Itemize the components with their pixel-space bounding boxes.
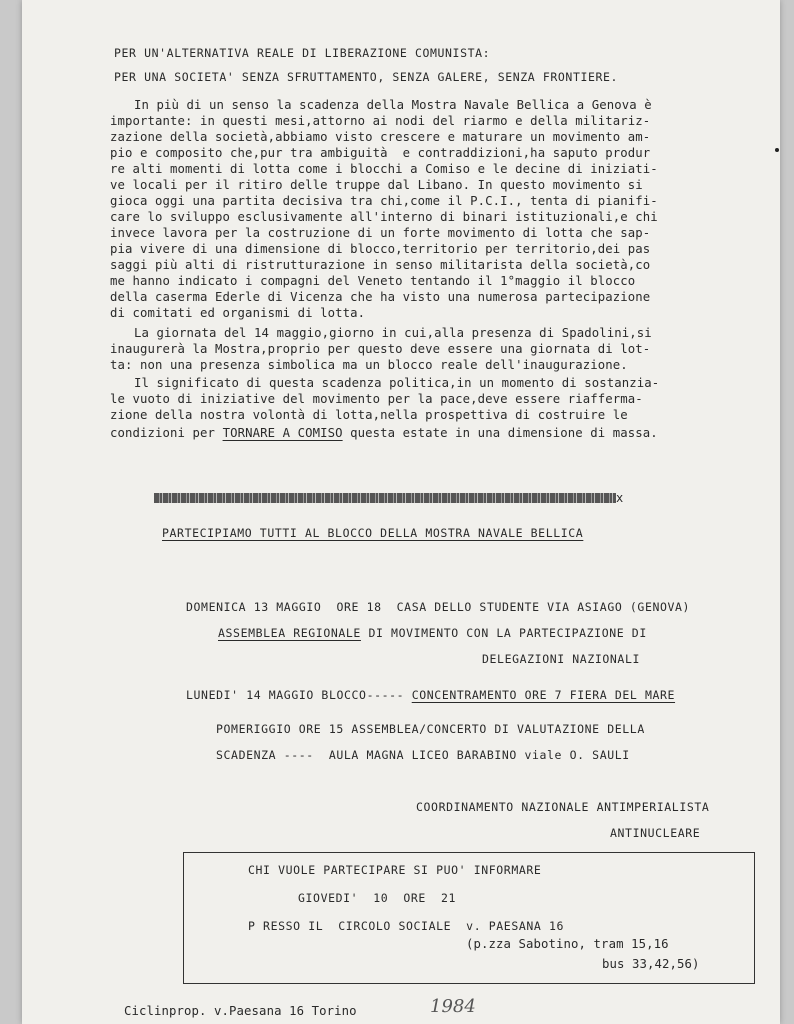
body-line: ta: non una presenza simbolica ma un blocco reale dell'inaugurazione. xyxy=(110,358,628,372)
event2-line1 xyxy=(186,688,675,702)
heading-line-2: PER UNA SOCIETA' SENZA SFRUTTAMENTO, SENZA GALERE, SENZA FRONTIERE. xyxy=(114,70,619,84)
info-line-5: bus 33,42,56) xyxy=(602,957,700,971)
body-line: ve locali per il ritiro delle truppe dal Libano. In questo movimento si xyxy=(110,178,643,192)
document-page xyxy=(22,0,780,1024)
body-line: della caserma Ederle di Vicenza che ha visto una numerosa partecipazione xyxy=(110,290,651,304)
info-line-2: GIOVEDI' 10 ORE 21 xyxy=(298,891,456,905)
body-line: le vuoto di iniziative del movimento per la pace,deve essere riafferma- xyxy=(110,392,643,406)
regional-assembly: ASSEMBLEA REGIONALE xyxy=(218,626,361,640)
event2-lead: LUNEDI' 14 MAGGIO BLOCCO----- xyxy=(186,688,412,702)
body-line: condizioni per xyxy=(110,426,223,440)
body-line: me hanno indicato i compagni del Veneto tentando il 1°maggio il blocco xyxy=(110,274,636,288)
heading-line-1: PER UN'ALTERNATIVA REALE DI LIBERAZIONE COMUNISTA: xyxy=(114,46,491,60)
info-box xyxy=(183,852,755,984)
info-line-1: CHI VUOLE PARTECIPARE SI PUO' INFORMARE xyxy=(248,863,542,877)
body-line: zazione della società,abbiamo visto crescere e maturare un movimento am- xyxy=(110,130,651,144)
body-line: Il significato di questa scadenza politica,in un momento di sostanzia- xyxy=(134,376,660,390)
body-line: In più di un senso la scadenza della Mostra Navale Bellica a Genova è xyxy=(134,98,652,112)
body-line: invece lavora per la costruzione di un forte movimento di lotta che sap- xyxy=(110,226,651,240)
body-line: di comitati ed organismi di lotta. xyxy=(110,306,366,320)
body-line: gioca oggi una partita decisiva tra chi,come il P.C.I., tenta di pianifi- xyxy=(110,194,658,208)
body-line: re alti momenti di lotta come i blocchi a Comiso e le decine di iniziati- xyxy=(110,162,658,176)
body-line: care lo sviluppo esclusivamente all'interno di binari istituzionali,e chi xyxy=(110,210,658,224)
body-line: pia vivere di una dimensione di blocco,territorio per territorio,dei pas xyxy=(110,242,651,256)
event2-line3: SCADENZA ---- AULA MAGNA LICEO BARABINO viale O. SAULI xyxy=(216,748,630,762)
body-line: La giornata del 14 maggio,giorno in cui,alla presenza di Spadolini,si xyxy=(134,326,652,340)
body-line-tail: questa estate in una dimensione di massa. xyxy=(342,426,658,440)
divider-end-mark: x xyxy=(616,491,624,505)
info-line-3: P RESSO IL CIRCOLO SOCIALE v. PAESANA 16 xyxy=(248,919,564,933)
signature-line-1: COORDINAMENTO NAZIONALE ANTIMPERIALISTA xyxy=(416,800,710,814)
body-line: zione della nostra volontà di lotta,nella prospettiva di costruire le xyxy=(110,408,628,422)
body-line: inaugurerà la Mostra,proprio per questo deve essere una giornata di lot- xyxy=(110,342,651,356)
concentration-point: CONCENTRAMENTO ORE 7 FIERA DEL MARE xyxy=(411,688,676,702)
footer-imprint: Ciclinprop. v.Paesana 16 Torino xyxy=(124,1004,357,1018)
body-line: pio e composito che,pur tra ambiguità e contraddizioni,ha saputo produr xyxy=(110,146,651,160)
body-line: importante: in questi mesi,attorno ai nodi del riarmo e della militariz- xyxy=(110,114,651,128)
event2-line2: POMERIGGIO ORE 15 ASSEMBLEA/CONCERTO DI VALUTAZIONE DELLA xyxy=(216,722,645,736)
body-line: saggi più alti di ristrutturazione in senso militarista della società,co xyxy=(110,258,651,272)
event1-line3: DELEGAZIONI NAZIONALI xyxy=(482,652,640,666)
decorative-divider xyxy=(154,493,616,503)
signature-line-2: ANTINUCLEARE xyxy=(610,826,701,840)
tornare-a-comiso: TORNARE A COMISO xyxy=(222,426,343,440)
event1-line2-tail: DI MOVIMENTO CON LA PARTECIPAZIONE DI xyxy=(360,626,647,640)
info-line-4: (p.zza Sabotino, tram 15,16 xyxy=(466,937,669,951)
event1-line2 xyxy=(218,626,647,640)
punch-mark xyxy=(775,148,779,152)
call-to-action: PARTECIPIAMO TUTTI AL BLOCCO DELLA MOSTRA NAVALE BELLICA xyxy=(162,526,584,540)
event1-line1: DOMENICA 13 MAGGIO ORE 18 CASA DELLO STUDENTE VIA ASIAGO (GENOVA) xyxy=(186,600,691,614)
handwritten-year: 1984 xyxy=(430,996,476,1017)
body-last-line xyxy=(110,426,658,440)
